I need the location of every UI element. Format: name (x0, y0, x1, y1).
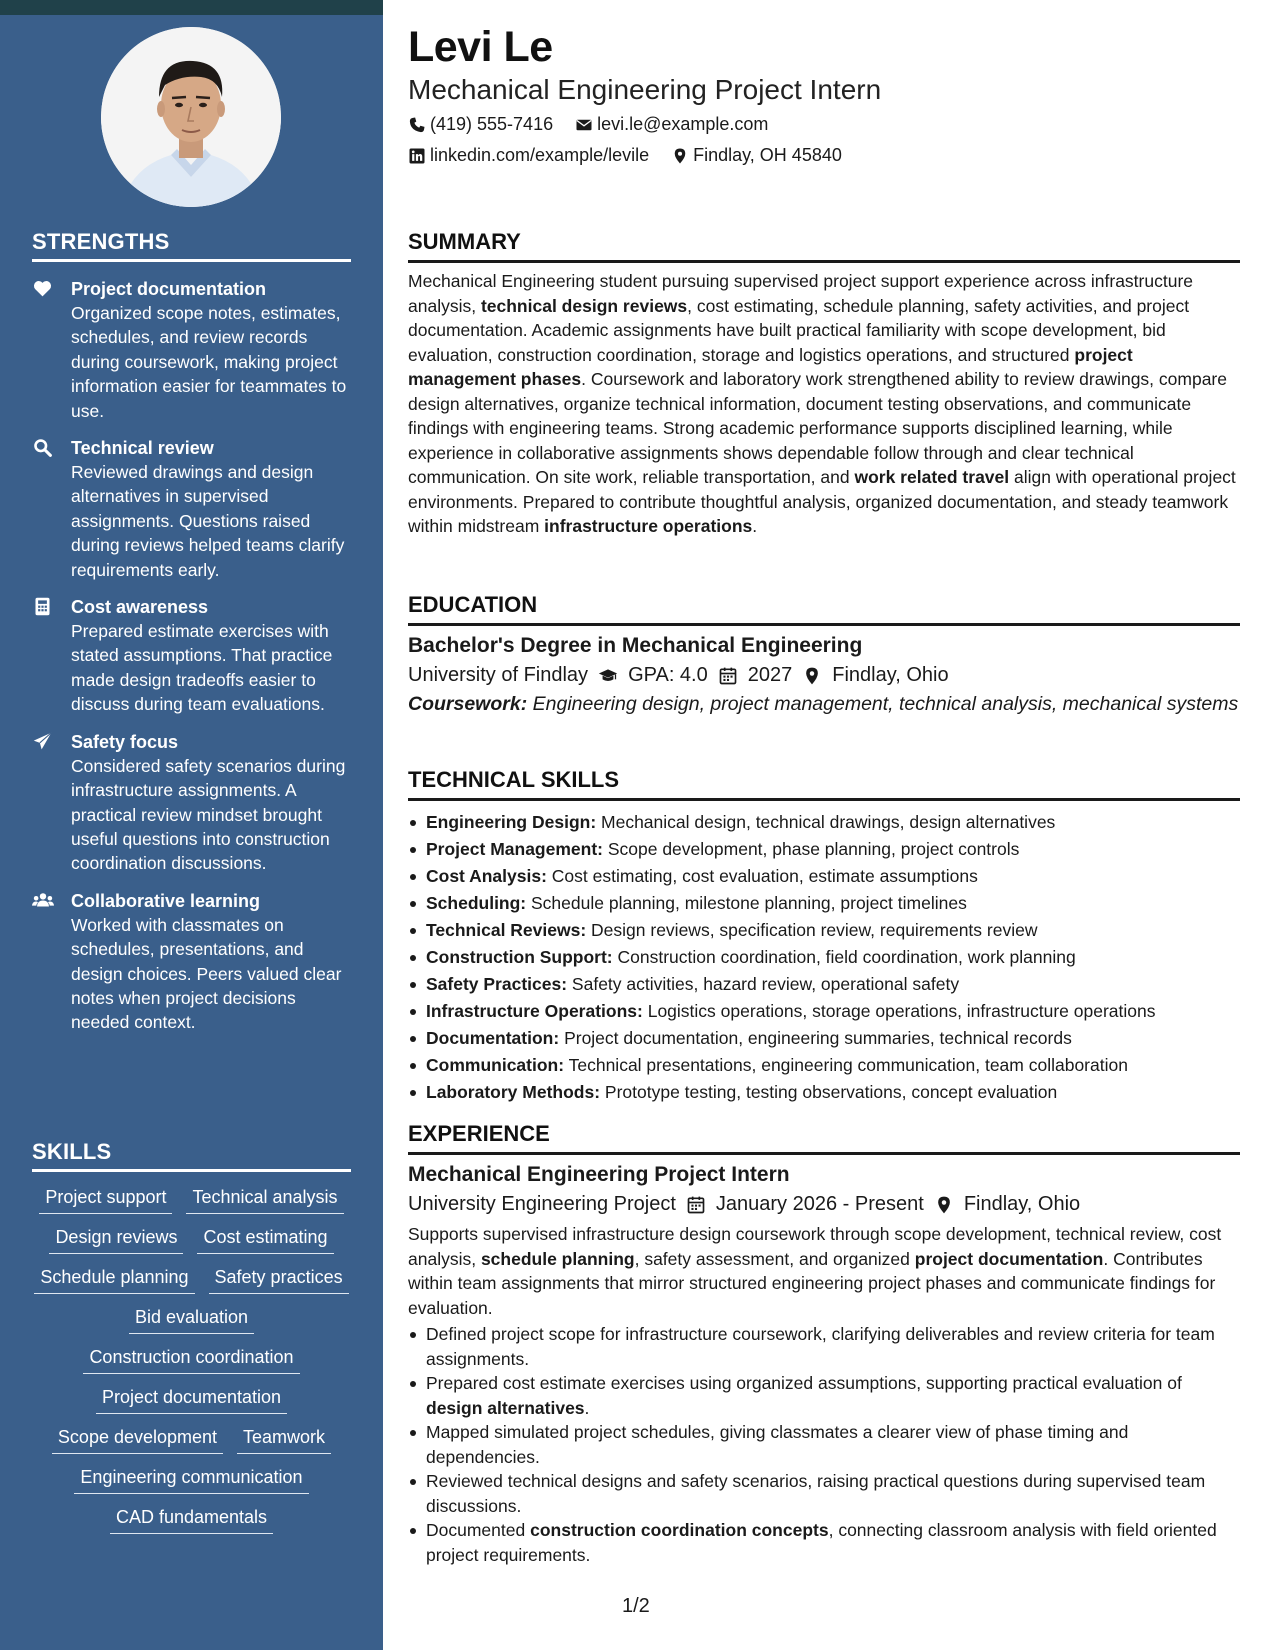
education-meta (408, 664, 1240, 687)
strength-item (32, 595, 351, 717)
experience-section (408, 1121, 1240, 1567)
list-item: Laboratory Methods: Prototype testing, testing observations, concept evaluation (408, 1079, 1240, 1106)
linkedin-icon (408, 147, 426, 165)
list-item: Communication: Technical presentations, engineering communication, team collaboration (408, 1052, 1240, 1079)
summary-heading: SUMMARY (408, 229, 1240, 263)
candidate-name: Levi Le (408, 23, 553, 71)
skills-list (32, 1184, 351, 1534)
sidebar (0, 0, 383, 1650)
job-title: Mechanical Engineering Project Intern (408, 1163, 790, 1186)
experience-meta (408, 1193, 1240, 1216)
calculator-icon (32, 596, 54, 618)
strength-title: Collaborative learning (71, 890, 261, 911)
strength-description: Prepared estimate exercises with stated assumptions. That practice made design tradeoffs easier to discuss during team evaluations. (71, 621, 333, 715)
skills-heading: SKILLS (32, 1139, 351, 1172)
page-number: 1/2 (622, 1595, 650, 1617)
skill-chip: Engineering communication (74, 1464, 308, 1494)
coursework (408, 692, 1240, 717)
strength-title: Safety focus (71, 731, 179, 752)
list-item: Technical Reviews: Design reviews, specification review, requirements review (408, 917, 1240, 944)
contact-email[interactable] (575, 114, 768, 135)
list-item: Documented construction coordination concepts, connecting classroom analysis with field oriented project requirements. (408, 1518, 1240, 1567)
envelope-icon (575, 116, 593, 134)
technical-skills-section (408, 767, 1240, 1106)
contact-phone[interactable] (408, 114, 553, 135)
skills-section (32, 1139, 351, 1534)
list-item: Engineering Design: Mechanical design, technical drawings, design alternatives (408, 809, 1240, 836)
list-item: Cost Analysis: Cost estimating, cost evaluation, estimate assumptions (408, 863, 1240, 890)
users-icon (32, 890, 54, 912)
skill-chip: Construction coordination (83, 1344, 299, 1374)
paper-plane-icon (32, 731, 54, 753)
strength-description: Organized scope notes, estimates, schedules, and review records during coursework, making project information easier for teammates to use. (71, 303, 347, 421)
coursework-label: Coursework: (408, 693, 528, 715)
phone-icon (408, 116, 426, 134)
strength-item (32, 277, 351, 423)
strengths-section (32, 229, 351, 1035)
email-text: levi.le@example.com (597, 114, 769, 134)
contact-row-2 (408, 145, 842, 166)
map-pin-icon (934, 1195, 954, 1215)
list-item: Prepared cost estimate exercises using organized assumptions, supporting practical evaluation of design alternatives. (408, 1371, 1240, 1420)
summary-text: Mechanical Engineering student pursuing supervised project support experience across infrastructure analysis, technical design reviews, cost estimating, schedule planning, safety activities, and project documentation. Academic assignments have built practical familiarity with scope development, bid evaluation, construction coordination, storage and logistics operations, and structured project management phases. Coursework and laboratory work strengthened ability to review drawings, compare design alternatives, organize technical information, document testing observations, and communicate findings with engineering teams. Strong academic performance supports disciplined learning, while experience in collaborative assignments shows dependable follow through and clear technical communication. On site work, reliable transportation, and work related travel align with operational project environments. Prepared to contribute thoughtful analysis, organized documentation, and steady teamwork within midstream infrastructure operations. (408, 271, 1236, 536)
graduation-cap-icon (598, 666, 618, 686)
strengths-heading: STRENGTHS (32, 229, 351, 262)
organization: University Engineering Project (408, 1193, 676, 1215)
sidebar-top-bar (0, 0, 383, 15)
list-item: Defined project scope for infrastructure coursework, clarifying deliverables and review criteria for team assignments. (408, 1322, 1240, 1371)
education-heading: EDUCATION (408, 592, 1240, 626)
strength-title: Technical review (71, 438, 214, 459)
skill-chip: Design reviews (49, 1224, 183, 1254)
strength-item (32, 436, 351, 582)
map-pin-icon (802, 666, 822, 686)
strength-description: Reviewed drawings and design alternatives in supervised assignments. Questions raised during reviews helped teams clarify requirements early. (71, 462, 345, 580)
heart-icon (32, 278, 54, 300)
list-item: Safety Practices: Safety activities, hazard review, operational safety (408, 971, 1240, 998)
strength-title: Project documentation (71, 279, 267, 299)
contact-linkedin[interactable] (408, 145, 649, 166)
location-text: Findlay, OH 45840 (693, 145, 842, 165)
experience-bullets (408, 1322, 1240, 1567)
experience-intro: Supports supervised infrastructure design coursework through scope development, technical review, cost analysis, schedule planning, safety assessment, and organized project documentation. Contributes within team assignments that mirror structured engineering project phases and communicate findings for evaluation. (408, 1224, 1222, 1318)
candidate-role: Mechanical Engineering Project Intern (408, 74, 882, 105)
job-dates: January 2026 - Present (715, 1193, 924, 1215)
degree-title: Bachelor's Degree in Mechanical Engineering (408, 634, 863, 657)
job-location: Findlay, Ohio (963, 1193, 1081, 1215)
phone-text: (419) 555-7416 (430, 114, 554, 134)
skill-chip: Technical analysis (186, 1184, 343, 1214)
list-item: Documentation: Project documentation, engineering summaries, technical records (408, 1025, 1240, 1052)
list-item: Project Management: Scope development, phase planning, project controls (408, 836, 1240, 863)
calendar-icon (686, 1195, 706, 1215)
list-item: Construction Support: Construction coordination, field coordination, work planning (408, 944, 1240, 971)
strength-title: Cost awareness (71, 597, 209, 618)
strength-item (32, 889, 351, 1035)
skill-chip: Schedule planning (34, 1264, 194, 1294)
profile-photo (101, 27, 281, 207)
skill-chip: Project documentation (96, 1384, 287, 1414)
list-item: Scheduling: Schedule planning, milestone planning, project timelines (408, 890, 1240, 917)
strength-description: Worked with classmates on schedules, presentations, and design choices. Peers valued clear notes when project decisions needed context. (71, 914, 342, 1033)
contact-row (408, 114, 768, 135)
list-item: Mapped simulated project schedules, giving classmates a clearer view of phase timing and dependencies. (408, 1420, 1240, 1469)
school-name: University of Findlay (408, 664, 589, 686)
strength-item (32, 730, 351, 876)
calendar-icon (718, 666, 738, 686)
skill-chip: Bid evaluation (129, 1304, 254, 1334)
skill-chip: Project support (39, 1184, 172, 1214)
skill-chip: Teamwork (237, 1424, 331, 1454)
gpa: GPA: 4.0 (628, 664, 708, 686)
linkedin-text: linkedin.com/example/levile (430, 145, 650, 165)
graduation-year: 2027 (747, 664, 793, 686)
technical-skills-list (408, 809, 1240, 1106)
education-location: Findlay, Ohio (832, 664, 949, 686)
skill-chip: CAD fundamentals (110, 1504, 273, 1534)
search-icon (32, 437, 54, 459)
strength-description: Considered safety scenarios during infrastructure assignments. A practical review mindset brought useful questions into construction coordination discussions. (71, 755, 346, 874)
education-section (408, 592, 1240, 717)
list-item: Infrastructure Operations: Logistics operations, storage operations, infrastructure operations (408, 998, 1240, 1025)
skill-chip: Scope development (52, 1424, 223, 1454)
experience-heading: EXPERIENCE (408, 1121, 1240, 1155)
skill-chip: Cost estimating (197, 1224, 333, 1254)
skill-chip: Safety practices (209, 1264, 349, 1294)
list-item: Reviewed technical designs and safety scenarios, raising practical questions during supervised team discussions. (408, 1469, 1240, 1518)
contact-location (671, 145, 842, 166)
technical-skills-heading: TECHNICAL SKILLS (408, 767, 1240, 801)
coursework-text: Engineering design, project management, technical analysis, mechanical systems (527, 693, 1239, 715)
map-pin-icon (671, 147, 689, 165)
summary-section (408, 229, 1240, 539)
